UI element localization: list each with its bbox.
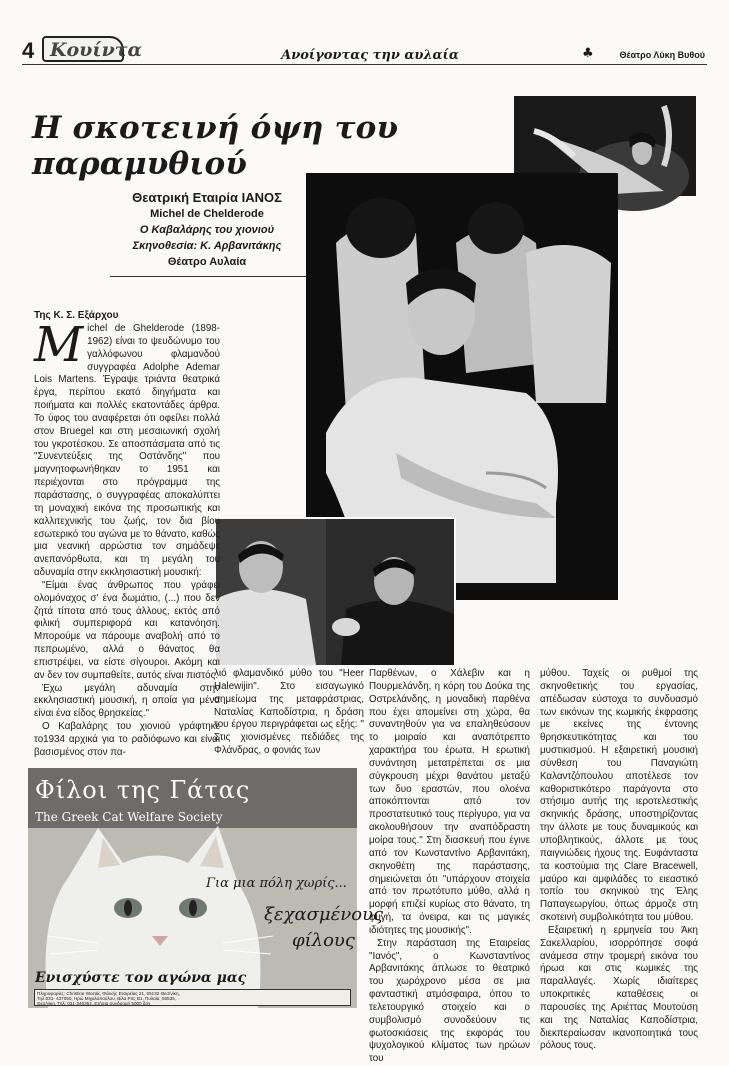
ad-call-to-action: Ενισχύστε τον αγώνα μας xyxy=(35,970,247,986)
article-paragraph: Michel de Ghelderode (1898-1962) είναι το ψευδώνυμο του γαλλόφωνου φλαμανδού συγγραφέα Adolphe Ademar Lois Martens. Έγραψε τριάντα θεατρικά έργα, περίπου εκατό διηγήματα και ποιήματα και πολλές εκατοντάδες άρθρα. Το ύφος του αναφέρεται ότι οφείλει πολλά στον Bruegel και στη μεσαιωνική σχολή του γκροτέσκου. Σε αποσπάσματα από τις "Συνεντεύξεις της Οστάνδης" που μαγνητοφωνήθηκαν το 1951 και περιέχονται στο πρόγραμμα της παράστασης, ο συγγραφέας αποκαλύπτει τη μοναχική εικόνα της προσωπικής και καλλιτεχνικής του ζωής, τον δια βίου εσωτερικό του αγώνα με το θάνατο, καθώς μια νεανική αρρώστια τον σημάδεψε ανεπανόρθωτα, και τη μεγάλη του αδυναμία στην εκκλησιαστική μουσική: xyxy=(34,317,220,579)
article-paragraph: Εξαιρετική η ερμηνεία του Άκη Σακελλαρίου, ισορρόπησε σοφά ανάμεσα στην τρομερή εικόνα του ήρωα και στις κωμικές της παραλλαγές. Χωρίς ιδιαίτερες υποκριτικές καταθέσεις οι παρουσίες της Αριέττας Μουτούση και της Ναταλίας Καποδίστρια, διεκπεραίωσαν ικανοποιητικά τους ρόλους τους. xyxy=(540,924,698,1052)
article-title: Η σκοτεινή όψη του παραμυθιού xyxy=(32,110,399,182)
header-divider xyxy=(22,64,707,65)
ad-info-line: Πληροφορίες: Christine Wozak, Φιλικής Εταιρείας 21, 55132 Θεσ/νίκη, xyxy=(37,991,180,996)
ad-contact-info xyxy=(34,989,351,1006)
actors-photo xyxy=(214,517,456,667)
ad-info-line: Θεσ/νίκη, Τηλ: 031-346352, Ετήσια συνδρομή 5000 δρχ xyxy=(37,1001,151,1006)
article-paragraph: Ο Καβαλάρης του χιονιού γράφτηκε το1934 αρχικά για το ραδιόφωνο και είναι βασισμένος στον πα- xyxy=(34,721,220,758)
company-name: Θεατρική Εταιρία ΙΑΝΟΣ xyxy=(132,190,282,205)
ad-slogan: φίλους xyxy=(292,930,355,951)
article-column-2 xyxy=(214,668,364,758)
article-paragraph: Στην παράσταση της Εταιρείας "Ιανός", ο Κωνσταντίνος Αρβανιτάκης άπλωσε το θεατρικό του χωρόχρονο μέσα σε μια φανταστική ατμόσφαιρα, όπου το τελετουργικό στοιχείο και ο συμβολισμό συνοδεύουν τις φωτοσκιάσεις της εκφοράς του ψυχολογικού κλίματος των ηρώων του xyxy=(369,937,530,1065)
article-paragraph: Παρθένων, ο Χάλεβιν και η Πουρμελάνδη, η κόρη του Δούκα της Οστρελάνδης, η μοναδική παρθένα που έχει απομείνει στη χώρα, θα συναντηθούν για να επαληθεύσουν το μοιραίο και αναπότρεπτο χαρακτήρα του έρωτα. Η ερωτική συνάντηση μετατρέπεται σε μια σύγκρουση μέχρι θανάτου μεταξύ των δυο εραστών, που ολοένα αποκόπτονται από τον προστατευτικό τους περίγυρο, για να ακολουθήσουν την αναπόδραστη μοίρα τους." Στη διασκευή που έγινε από τον Κωνσταντίνο Αρβανιτάκη, σκηνοθέτη της παράστασης, σημειώνεται ότι "υπάρχουν στοιχεία από τον πρωτότυπο μύθο, αλλά η μορφή επιζεί κυρίως στο θάνατο, τη φυγή, τα όνειρα, και τις μαγικές ιδιότητες της μουσικής". xyxy=(369,668,530,936)
ad-info-line: Τηλ:031- 437050, Ηρώ Μιχαλοπούλου, Βίλα Ριτς Β1, Πυλαία, 55535, xyxy=(37,996,177,1001)
ad-subtitle: The Greek Cat Welfare Society xyxy=(35,810,223,824)
director-credit: Σκηνοθεσία: Κ. Αρβανιτάκης xyxy=(132,240,282,252)
drop-cap: M xyxy=(34,317,84,373)
ad-slogan: Για μια πόλη χωρίς... xyxy=(206,876,347,891)
ad-slogan: ξεχασμένους xyxy=(264,904,384,925)
byline: Της Κ. Σ. Εξάρχου xyxy=(34,310,119,321)
page-number: 4 xyxy=(22,38,35,63)
article-paragraph: Έχω μεγάλη αδυναμία στην εκκλησιαστική μουσική, η οποία για μένα είναι ένα είδος θρησκείας." xyxy=(34,682,220,720)
article-paragraph: μύθου. Ταχείς οι ρυθμοί της σκηνοθετικής του εργασίας, απέδωσαν εύστοχα το συνδυασμό των εικόνων της κωμικής έκφρασης με εκείνες της έντονης θρησκευτικότητας και του μυστικισμού. Η εξαιρετική μουσική σύνθεση του Παναγιώτη Καλαντζόπουλου αποτέλεσε τον καθοριστικότερο παράγοντα στο στήσιμο αυτής της ιεροτελεστικής σκηνικής δράσης, υποστηρίζοντας την άλλοτε με τους δυναμικούς και υποβλητικούς, άλλοτε με τους παιγνιώδεις ήχους της. Ευφάνταστα τα κοστούμια της Clare Bracewell, μαύρο και αμφιλάδες το ειεαστικό τοπίο του σκηνικού της Έλης Παπαγεωργίου, όπως άρμοζε στη σκοτεινή συμβολικότητα του μύθου. xyxy=(540,668,698,924)
article-paragraph: "Είμαι ένας άνθρωπος που γράφει ολομόναχος σ' ένα δωμάτιο, (...) που δεν ζητά τίποτα από τους άλλους, εκτός από φιλική συμπεριφορά και κατανόηση. Μπορούμε να πάρουμε αναβολή από το πεπρωμένο, αλλά ο θάνατος θα επιστρέψει, να είστε σίγουροι. Ακόμη και αν δεν τον συμπαθείτε, αυτός είναι πιστός. xyxy=(34,579,220,681)
production-credits xyxy=(108,190,306,270)
magazine-logo: Κουίντα xyxy=(42,36,124,62)
theater-mask-icon: ♣ xyxy=(582,46,594,61)
credits-divider xyxy=(110,276,306,277)
section-title: Ανοίγοντας την αυλαία xyxy=(281,48,459,63)
author-name: Michel de Chelderode xyxy=(150,208,264,220)
article-column-3 xyxy=(369,668,530,1066)
play-title: Ο Καβαλάρης του χιονιού xyxy=(139,224,275,236)
article-paragraph: λιό φλαμανδικό μύθο του "Heer Halewijin". Στο εισαγωγικό σημείωμα της μεταφράστριας, Ναταλίας Καποδίστρια, η δράση του έργου περιγράφεται ως εξής: " Στις χιονισμένες πεδιάδες της Φλάνδρας, ο φονιάς των xyxy=(214,668,364,757)
article-column-4 xyxy=(540,668,698,1053)
venue-name: Θέατρο Αυλαία xyxy=(167,256,247,268)
ad-title: Φίλοι της Γάτας xyxy=(35,776,251,804)
theater-header-label: Θέατρο Λύκη Βυθού xyxy=(619,50,705,60)
cat-society-ad xyxy=(28,768,384,1008)
article-column-1 xyxy=(34,317,220,760)
